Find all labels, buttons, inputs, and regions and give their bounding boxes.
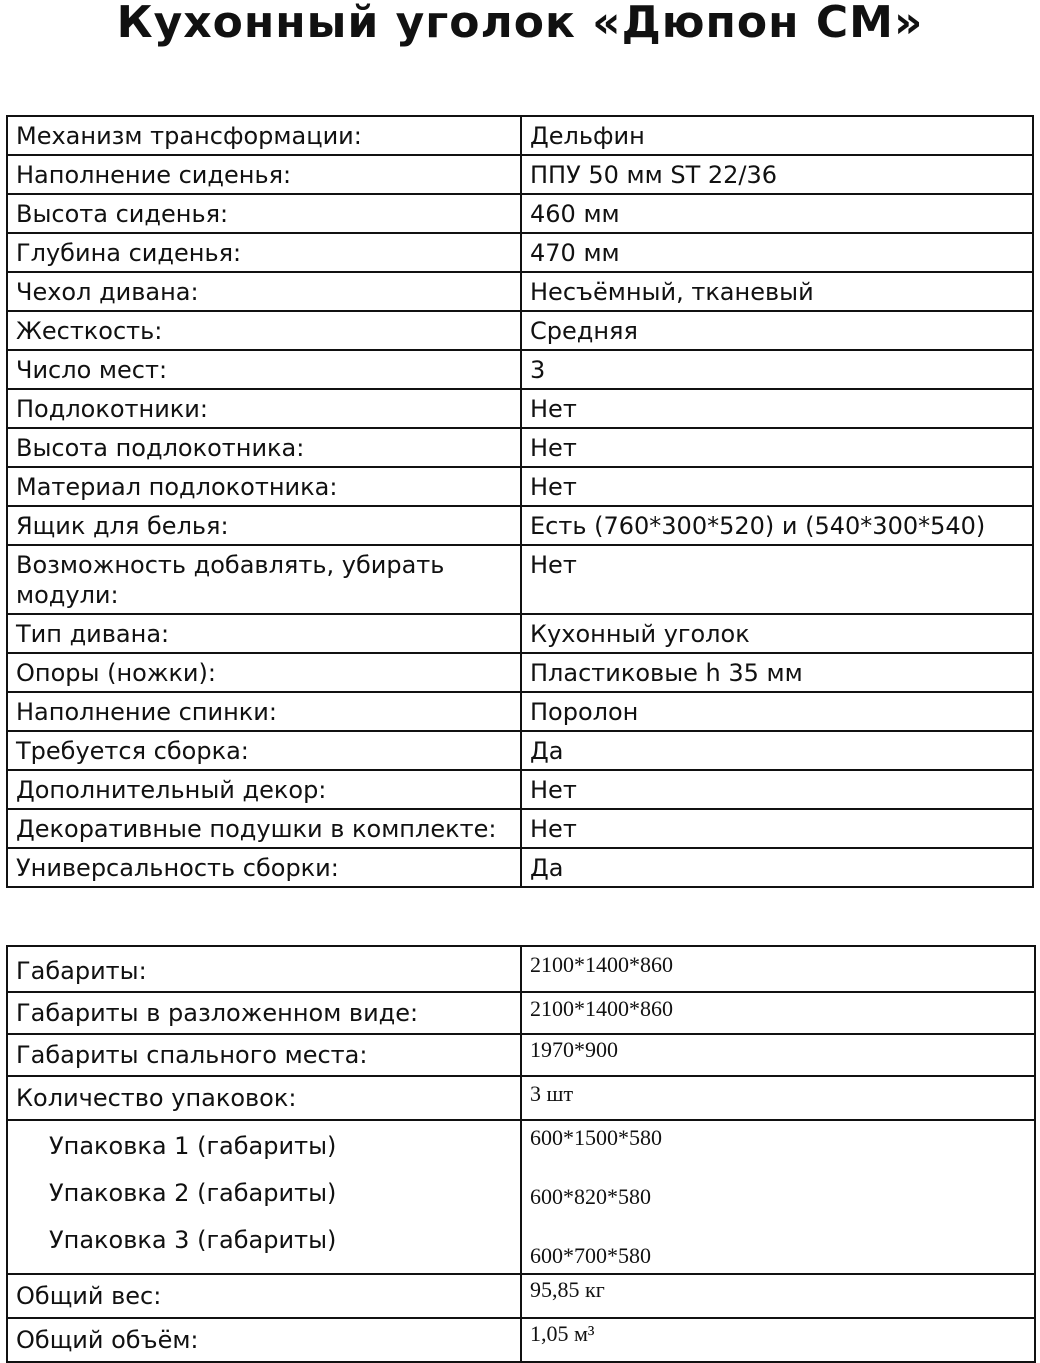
table-row — [7, 389, 1033, 428]
spec-value: Да — [521, 848, 1033, 887]
table-row — [7, 692, 1033, 731]
spec-label: Глубина сиденья: — [7, 233, 521, 272]
spec-label: Тип дивана: — [7, 614, 521, 653]
spec-value: ППУ 50 мм ST 22/36 — [521, 155, 1033, 194]
spec-label: Высота сиденья: — [7, 194, 521, 233]
table-row — [7, 350, 1033, 389]
dimensions-table — [6, 945, 1036, 1363]
packages-values-cell — [521, 1120, 1035, 1274]
spec-value: Нет — [521, 545, 1033, 614]
table-row — [7, 467, 1033, 506]
table-row — [7, 1274, 1035, 1318]
spec-label: Число мест: — [7, 350, 521, 389]
spec-label: Возможность добавлять, убирать модули: — [7, 545, 521, 614]
spec-value: Нет — [521, 770, 1033, 809]
table-row — [7, 233, 1033, 272]
spec-label: Опоры (ножки): — [7, 653, 521, 692]
package-2-value: 600*820*580 — [530, 1184, 651, 1209]
dimensions-value: 2100*1400*860 — [521, 946, 1035, 992]
packages-labels-cell — [7, 1120, 521, 1274]
spec-label: Наполнение спинки: — [7, 692, 521, 731]
spec-label: Дополнительный декор: — [7, 770, 521, 809]
spec-label: Высота подлокотника: — [7, 428, 521, 467]
spec-label: Наполнение сиденья: — [7, 155, 521, 194]
table-row — [7, 848, 1033, 887]
spec-value: Нет — [521, 809, 1033, 848]
table-row — [7, 1076, 1035, 1120]
table-row — [7, 311, 1033, 350]
table-row — [7, 770, 1033, 809]
specs-table — [6, 115, 1034, 888]
spec-label: Жесткость: — [7, 311, 521, 350]
package-3-label: Упаковка 3 (габариты) — [49, 1226, 337, 1254]
spec-value: Есть (760*300*520) и (540*300*540) — [521, 506, 1033, 545]
spec-label: Механизм трансформации: — [7, 116, 521, 155]
spec-value: 470 мм — [521, 233, 1033, 272]
table-row — [7, 428, 1033, 467]
package-3-value: 600*700*580 — [530, 1243, 651, 1268]
spec-label: Ящик для белья: — [7, 506, 521, 545]
total-volume-value: 1,05 м³ — [521, 1318, 1035, 1362]
table-row — [7, 116, 1033, 155]
table-row — [7, 946, 1035, 992]
spec-value: Несъёмный, тканевый — [521, 272, 1033, 311]
sleeping-area-value: 1970*900 — [521, 1034, 1035, 1076]
spec-value: Кухонный уголок — [521, 614, 1033, 653]
spec-label: Требуется сборка: — [7, 731, 521, 770]
table-row — [7, 731, 1033, 770]
table-row — [7, 653, 1033, 692]
table-row — [7, 194, 1033, 233]
spec-value: Нет — [521, 389, 1033, 428]
table-row — [7, 506, 1033, 545]
spec-value: Дельфин — [521, 116, 1033, 155]
spec-value: Средняя — [521, 311, 1033, 350]
total-weight-value: 95,85 кг — [521, 1274, 1035, 1318]
total-volume-label: Общий объём: — [7, 1318, 521, 1362]
sleeping-area-label: Габариты спального места: — [7, 1034, 521, 1076]
spec-value: Нет — [521, 467, 1033, 506]
total-weight-label: Общий вес: — [7, 1274, 521, 1318]
spec-value: 3 — [521, 350, 1033, 389]
table-row — [7, 614, 1033, 653]
spec-value: Да — [521, 731, 1033, 770]
table-row — [7, 1318, 1035, 1362]
package-1-label: Упаковка 1 (габариты) — [49, 1132, 337, 1160]
table-row — [7, 1120, 1035, 1274]
spec-label: Материал подлокотника: — [7, 467, 521, 506]
spec-label: Декоративные подушки в комплекте: — [7, 809, 521, 848]
spec-value: Пластиковые h 35 мм — [521, 653, 1033, 692]
table-row — [7, 155, 1033, 194]
package-2-label: Упаковка 2 (габариты) — [49, 1179, 337, 1207]
package-1-value: 600*1500*580 — [530, 1125, 662, 1150]
spec-value: Поролон — [521, 692, 1033, 731]
spec-label: Универсальность сборки: — [7, 848, 521, 887]
table-row — [7, 545, 1033, 614]
spec-label: Подлокотники: — [7, 389, 521, 428]
packages-count-label: Количество упаковок: — [7, 1076, 521, 1120]
unfolded-dimensions-label: Габариты в разложенном виде: — [7, 992, 521, 1034]
spec-value: 460 мм — [521, 194, 1033, 233]
specs-table-body — [7, 116, 1033, 887]
table-row — [7, 809, 1033, 848]
spec-value: Нет — [521, 428, 1033, 467]
table-row — [7, 272, 1033, 311]
page-title: Кухонный уголок «Дюпон СМ» — [116, 0, 924, 48]
table-row — [7, 992, 1035, 1034]
table-row — [7, 1034, 1035, 1076]
dimensions-label: Габариты: — [7, 946, 521, 992]
packages-count-value: 3 шт — [521, 1076, 1035, 1120]
unfolded-dimensions-value: 2100*1400*860 — [521, 992, 1035, 1034]
spec-label: Чехол дивана: — [7, 272, 521, 311]
